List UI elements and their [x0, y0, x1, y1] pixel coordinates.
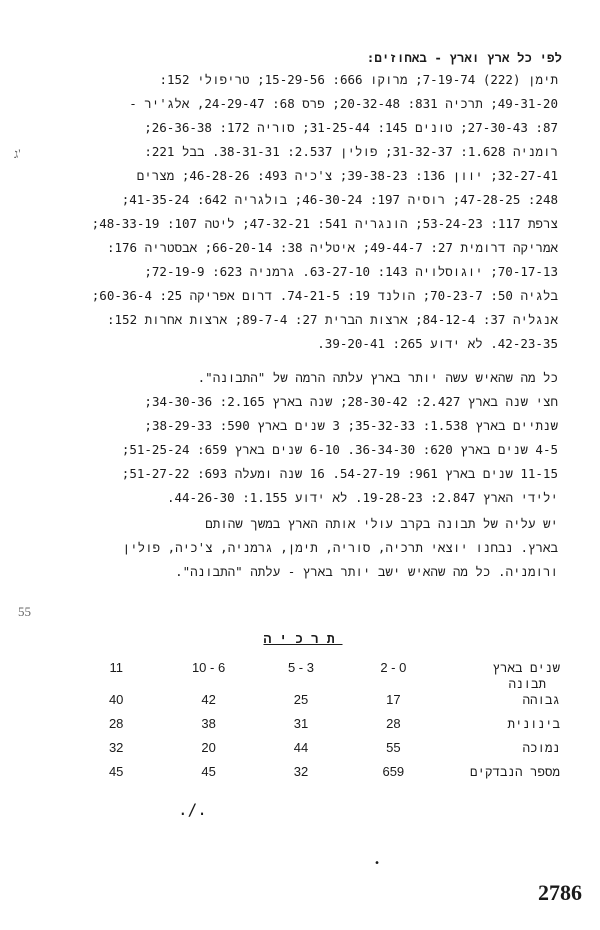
text-line: 42-23-35. לא ידוע 265: 39-20-41. [317, 336, 558, 351]
continuation-mark: ./. [178, 800, 207, 819]
stray-dot: • [374, 858, 381, 869]
text-line: 4-5 שנים בארץ 620: 36-34-30. 6-10 שנים בארץ 659: 51-25-24; [121, 442, 558, 457]
margin-page-note: 55 [18, 604, 31, 619]
text-line: בלגיה 50: 70-23-7; הולנד 19: 74-21-5. דרום אפריקה 25: 60-36-4; [91, 288, 558, 303]
text-line: ילידי הארץ 2.847: 19-28-23. לא ידוע 1.155: 44-26-30. [166, 490, 558, 505]
header-label-cell [440, 660, 560, 692]
text-line: תימן (222) 7-19-74; מרוקו 666: 15-29-56; טריפולי 152: [159, 72, 558, 87]
column-header: 11 [109, 660, 123, 675]
row-label: נמוכה [522, 740, 560, 755]
header-years-label: שנים בארץ [492, 660, 560, 675]
table-cell: 40 [108, 692, 124, 707]
text-line: 32-27-41; יוון 136: 39-38-23; צ'כיה 493: 46-28-26; מצרים [136, 168, 558, 183]
column-header: 6 - 10 [191, 660, 226, 675]
text-line: שנתיים בארץ 1.538: 35-32-33; 3 שנים בארץ 590: 38-29-33; [144, 418, 558, 433]
table-cell: 31 [293, 716, 309, 731]
text-line: 70-17-13; יוגוסלויה 143: 63-27-10. גרמניה 623: 72-19-9; [144, 264, 558, 279]
text-line: 11-15 שנים בארץ 961: 54-27-19. 16 שנה ומעלה 693: 51-27-22; [121, 466, 558, 481]
table-cell: 42 [201, 692, 216, 707]
text-line: ורומניה. כל מה שהאיש ישב יותר בארץ - עלתה "התבונה". [175, 564, 558, 579]
text-line: בארץ. נבחנו יוצאי תרכיה, סוריה, תימן, גרמניה, צ'כיה, פולין [122, 540, 558, 555]
table-header-row [70, 660, 560, 692]
text-line: יש עליה של תבונה בקרב עולי אותה הארץ במשך שהותם [205, 516, 558, 531]
table-cell: 32 [108, 740, 124, 755]
text-line: 87: 27-30-43; טונים 145: 31-25-44; סוריה 172: 26-36-38; [144, 120, 558, 135]
row-label: בינונית [507, 716, 560, 731]
table-cell: 38 [201, 716, 216, 731]
table-row [70, 740, 560, 764]
table-cell: 28 [386, 716, 401, 731]
table-cell: 55 [386, 740, 401, 755]
text-line: חצי שנה בארץ 2.427: 28-30-42; שנה בארץ 2.165: 34-30-36; [144, 394, 558, 409]
table-cell: 45 [201, 764, 216, 779]
text-line: 248: 47-28-25; רוסיה 197: 46-30-24; בולגריה 642: 41-35-24; [121, 192, 558, 207]
column-header: 0 - 2 [380, 660, 407, 675]
table-cell: 45 [108, 764, 124, 779]
section-heading: לפי כל ארץ וארץ - באחוזים: [366, 50, 562, 65]
row-label: גבוהה [522, 692, 560, 707]
text-line: 49-31-20; תרכיה 831: 20-32-48; פרס 68: 24-29-47, אלג'יר - [129, 96, 558, 111]
text-line: צרפת 117: 53-24-23; הונגריה 541: 47-32-21; ליטה 107: 48-33-19; [91, 216, 558, 231]
table-row [70, 716, 560, 740]
table-cell: 44 [293, 740, 309, 755]
table-cell: 20 [201, 740, 216, 755]
table-row [70, 764, 560, 788]
text-line: כל מה שהאיש עשה יותר בארץ עלתה הרמה של "התבונה". [197, 370, 558, 385]
column-header: 3 - 5 [287, 660, 314, 675]
text-line: רומניה 1.628: 31-32-37; פולין 2.537: 38-31-31. בבל 221: [144, 144, 558, 159]
table-cell: 28 [108, 716, 124, 731]
margin-note: ג' [14, 146, 21, 161]
row-label: מספר הנבדקים [469, 764, 560, 779]
header-intelligence-label: תבונה [508, 676, 546, 691]
page-number: 2786 [538, 880, 582, 905]
text-line: אנגליה 37: 84-12-4; ארצות הברית 27: 89-7-4; ארצות אחרות 152: [107, 312, 558, 327]
table-cell: 17 [386, 692, 401, 707]
table-cell: 32 [293, 764, 309, 779]
table-cell: 659 [382, 764, 405, 779]
table-title: תרכיה [263, 632, 343, 647]
intelligence-table [70, 660, 560, 788]
text-line: אמריקה דרומית 27: 49-44-7; איטליה 38: 66-20-14; אבסטריה 176: [106, 240, 558, 255]
table-row [70, 692, 560, 716]
table-cell: 25 [293, 692, 309, 707]
